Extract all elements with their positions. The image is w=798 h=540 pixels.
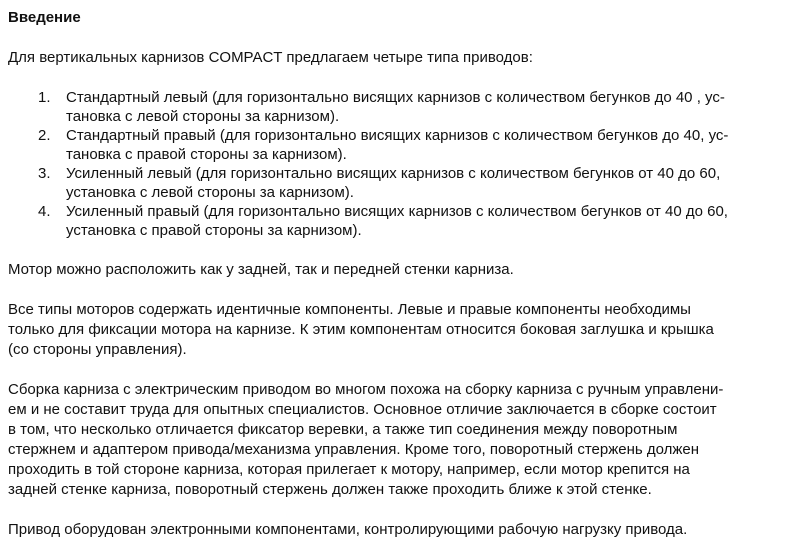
text-line: Привод оборудован электронными компонентами, контролирующими рабочую нагрузку привода. [8, 521, 688, 538]
text-line: проходить в той стороне карниза, которая прилегает к мотору, например, если мотор крепится на [8, 461, 690, 478]
drive-types-list [8, 88, 798, 240]
list-item-text [66, 126, 728, 164]
list-item-text [66, 202, 728, 240]
text-line: задней стенке карниза, поворотный стержень должен также проходить ближе к этой стенке. [8, 481, 652, 498]
list-number: 3. [38, 165, 51, 182]
text-line: в том, что несколько отличается фиксатор веревки, а также тип соединения между поворотным [8, 421, 678, 438]
text-line: тановка с левой стороны за карнизом). [66, 108, 340, 125]
text-line: (со стороны управления). [8, 341, 187, 358]
text-line: Стандартный правый (для горизонтально висящих карнизов с количеством бегунков до 40, ус- [66, 127, 729, 144]
section-heading: Введение [8, 9, 81, 26]
list-item-text [66, 164, 720, 202]
text-line: тановка с правой стороны за карнизом). [66, 146, 347, 163]
electronics-paragraph [8, 520, 798, 540]
motor-position-paragraph [8, 260, 798, 280]
text-line: Усиленный левый (для горизонтально висящих карнизов с количеством бегунков от 40 до 60, [66, 165, 721, 182]
list-number: 2. [38, 127, 51, 144]
text-line: только для фиксации мотора на карнизе. К этим компонентам относится боковая заглушка и крышка [8, 321, 714, 338]
text-line: Усиленный правый (для горизонтально висящих карнизов с количеством бегунков от 40 до 60, [66, 203, 728, 220]
list-item-3 [8, 164, 798, 202]
list-number: 1. [38, 89, 51, 106]
text-line: установка с левой стороны за карнизом). [66, 184, 354, 201]
text-line: ем и не составит труда для опытных специалистов. Основное отличие заключается в сборке состоит [8, 401, 717, 418]
assembly-paragraph [8, 380, 798, 500]
list-item-2 [8, 126, 798, 164]
text-line: Все типы моторов содержать идентичные компоненты. Левые и правые компоненты необходимы [8, 301, 691, 318]
text-line: стержнем и адаптером привода/механизма управления. Кроме того, поворотный стержень должен [8, 441, 700, 458]
text-line: Стандартный левый (для горизонтально висящих карнизов с количеством бегунков до 40 , ус- [66, 89, 725, 106]
list-item-1 [8, 88, 798, 126]
list-number: 4. [38, 203, 51, 220]
text-line: Мотор можно расположить как у задней, так и передней стенки карниза. [8, 261, 514, 278]
list-item-4 [8, 202, 798, 240]
text-line: установка с правой стороны за карнизом). [66, 222, 362, 239]
intro-paragraph: Для вертикальных карнизов COMPACT предлагаем четыре типа приводов: [8, 49, 533, 66]
list-item-text [66, 88, 725, 126]
components-paragraph [8, 300, 798, 360]
text-line: Сборка карниза с электрическим приводом во многом похожа на сборку карниза с ручным управлени- [8, 381, 724, 398]
